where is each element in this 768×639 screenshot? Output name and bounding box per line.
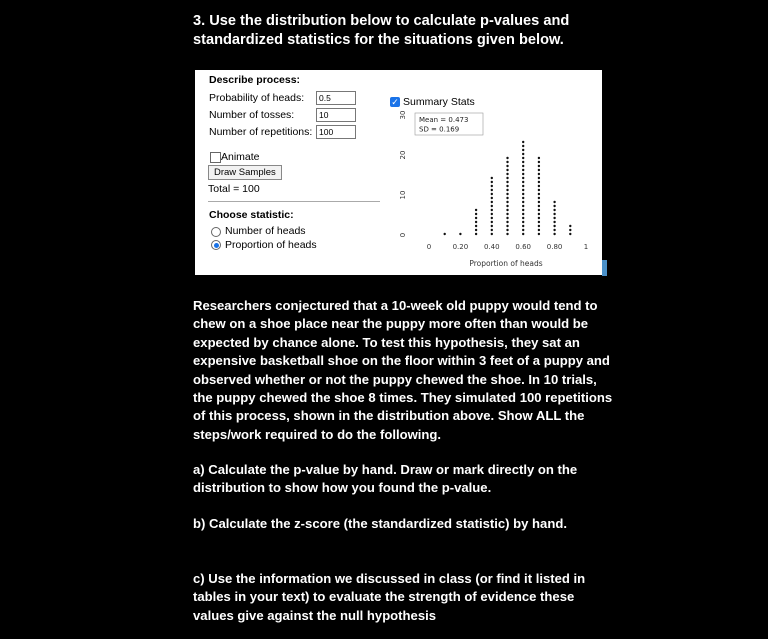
data-dot bbox=[538, 213, 540, 215]
data-dot bbox=[506, 205, 508, 207]
data-dot bbox=[506, 197, 508, 199]
data-dot bbox=[506, 229, 508, 231]
data-dot bbox=[522, 221, 524, 223]
data-dot bbox=[506, 177, 508, 179]
summary-stats-label: Summary Stats bbox=[403, 96, 475, 108]
data-dot bbox=[538, 225, 540, 227]
describe-process-header: Describe process: bbox=[209, 74, 301, 86]
x-tick-label: 0 bbox=[426, 243, 432, 251]
data-dot bbox=[475, 225, 477, 227]
data-dot bbox=[475, 213, 477, 215]
dot-column bbox=[538, 157, 540, 235]
part-b-text: b) Calculate the z-score (the standardized statistic) by hand. bbox=[193, 516, 567, 531]
proportion-of-heads-radio[interactable] bbox=[211, 240, 221, 250]
data-dot bbox=[522, 213, 524, 215]
coin-flip-applet bbox=[195, 70, 602, 275]
data-dot bbox=[553, 221, 555, 223]
part-c-text: c) Use the information we discussed in class (or find it listed in tables in your text) to evaluate the strength of evidence these values give against the null hypothesis bbox=[193, 571, 586, 623]
data-dot bbox=[569, 225, 571, 227]
data-dot bbox=[522, 185, 524, 187]
dot-column bbox=[506, 157, 508, 235]
data-dot bbox=[475, 221, 477, 223]
tosses-input[interactable]: 10 bbox=[316, 108, 356, 122]
data-dot bbox=[522, 161, 524, 163]
data-dot bbox=[491, 201, 493, 203]
data-dot bbox=[506, 217, 508, 219]
probability-input[interactable]: 0.5 bbox=[316, 91, 356, 105]
data-dot bbox=[475, 217, 477, 219]
dot-column bbox=[444, 233, 446, 235]
data-dot bbox=[491, 205, 493, 207]
data-dot bbox=[506, 213, 508, 215]
data-dot bbox=[491, 217, 493, 219]
data-dot bbox=[538, 161, 540, 163]
data-dot bbox=[538, 189, 540, 191]
data-dot bbox=[538, 157, 540, 159]
data-dot bbox=[491, 197, 493, 199]
data-dot bbox=[522, 157, 524, 159]
data-dot bbox=[569, 233, 571, 235]
tosses-label: Number of tosses: bbox=[209, 109, 295, 121]
resize-handle[interactable] bbox=[602, 260, 607, 276]
mean-text: Mean = 0.473 bbox=[419, 116, 469, 124]
data-dot bbox=[506, 225, 508, 227]
proportion-of-heads-label: Proportion of heads bbox=[225, 239, 317, 251]
dot-column bbox=[491, 177, 493, 235]
dot-column bbox=[522, 141, 524, 235]
data-dot bbox=[506, 193, 508, 195]
data-dot bbox=[475, 233, 477, 235]
data-dot bbox=[491, 221, 493, 223]
data-dot bbox=[522, 177, 524, 179]
summary-stats-checkbox[interactable]: ✓ bbox=[391, 97, 399, 107]
data-dot bbox=[491, 233, 493, 235]
data-dot bbox=[475, 209, 477, 211]
data-dot bbox=[522, 189, 524, 191]
data-dot bbox=[538, 173, 540, 175]
data-dot bbox=[522, 225, 524, 227]
data-dot bbox=[506, 189, 508, 191]
data-dot bbox=[553, 225, 555, 227]
dot-column bbox=[475, 209, 477, 235]
data-dot bbox=[522, 149, 524, 151]
data-dot bbox=[522, 165, 524, 167]
data-dot bbox=[538, 169, 540, 171]
data-dot bbox=[459, 233, 461, 235]
data-dot bbox=[522, 233, 524, 235]
data-dot bbox=[522, 217, 524, 219]
data-dot bbox=[538, 181, 540, 183]
scenario-paragraph: Researchers conjectured that a 10-week old puppy would tend to chew on a shoe place near the puppy more often than would be expected by chance alone. To test this hypothesis, they sat an expensive basketball shoe on the floor within 3 feet of a puppy and observed whether or not the puppy chewed the shoe. In 10 trials, the puppy chewed the shoe 8 times. They simulated 100 repetitions of this process, shown in the distribution above. Show ALL the steps/work required to do the following. bbox=[193, 298, 613, 442]
x-tick-label: 0.40 bbox=[484, 243, 500, 251]
data-dot bbox=[538, 221, 540, 223]
data-dot bbox=[522, 197, 524, 199]
animate-label: Animate bbox=[221, 151, 260, 163]
total-label: Total = 100 bbox=[208, 183, 260, 195]
dotplot-chart bbox=[385, 107, 602, 275]
data-dot bbox=[491, 185, 493, 187]
data-dot bbox=[491, 213, 493, 215]
data-dot bbox=[553, 209, 555, 211]
data-dot bbox=[475, 229, 477, 231]
question-title: 3. Use the distribution below to calculate p-values and standardized statistics for the situations given below. bbox=[193, 13, 570, 48]
data-dot bbox=[538, 177, 540, 179]
data-dot bbox=[538, 205, 540, 207]
data-dot bbox=[522, 205, 524, 207]
data-dot bbox=[506, 181, 508, 183]
data-dot bbox=[491, 193, 493, 195]
number-of-heads-radio[interactable] bbox=[211, 227, 221, 237]
y-tick-label: 30 bbox=[399, 110, 407, 120]
data-dot bbox=[538, 229, 540, 231]
data-dot bbox=[506, 169, 508, 171]
data-dot bbox=[506, 165, 508, 167]
x-tick-label: 1 bbox=[583, 243, 589, 251]
data-dot bbox=[522, 181, 524, 183]
data-dot bbox=[444, 233, 446, 235]
probability-label: Probability of heads: bbox=[209, 92, 305, 104]
data-dot bbox=[553, 217, 555, 219]
draw-samples-button[interactable]: Draw Samples bbox=[208, 165, 282, 180]
data-dot bbox=[553, 205, 555, 207]
y-tick-label: 0 bbox=[399, 232, 407, 238]
data-dot bbox=[491, 181, 493, 183]
data-dot bbox=[538, 201, 540, 203]
data-dot bbox=[491, 209, 493, 211]
data-dot bbox=[522, 145, 524, 147]
panel-divider bbox=[208, 201, 380, 202]
data-dot bbox=[538, 165, 540, 167]
data-dot bbox=[506, 233, 508, 235]
x-axis-label: Proportion of heads bbox=[469, 259, 543, 268]
data-dot bbox=[506, 221, 508, 223]
data-dot bbox=[522, 169, 524, 171]
data-dot bbox=[506, 157, 508, 159]
data-dot bbox=[491, 189, 493, 191]
dot-column bbox=[553, 201, 555, 235]
dot-column bbox=[459, 233, 461, 235]
repetitions-input[interactable]: 100 bbox=[316, 125, 356, 139]
data-dot bbox=[522, 229, 524, 231]
part-a-text: a) Calculate the p-value by hand. Draw or mark directly on the distribution to show how you found the p-value. bbox=[193, 462, 578, 496]
data-dot bbox=[506, 173, 508, 175]
x-tick-label: 0.80 bbox=[546, 243, 563, 251]
data-dot bbox=[522, 153, 524, 155]
data-dot bbox=[522, 173, 524, 175]
animate-checkbox[interactable] bbox=[210, 152, 221, 163]
data-dot bbox=[538, 233, 540, 235]
data-dot bbox=[491, 177, 493, 179]
data-dot bbox=[522, 209, 524, 211]
choose-statistic-header: Choose statistic: bbox=[209, 209, 294, 221]
data-dot bbox=[538, 197, 540, 199]
data-dot bbox=[538, 217, 540, 219]
data-dot bbox=[553, 201, 555, 203]
repetitions-label: Number of repetitions: bbox=[209, 126, 313, 138]
data-dot bbox=[491, 225, 493, 227]
data-dot bbox=[491, 229, 493, 231]
data-dot bbox=[506, 161, 508, 163]
data-dot bbox=[569, 229, 571, 231]
data-dot bbox=[506, 209, 508, 211]
y-tick-label: 10 bbox=[399, 190, 407, 200]
data-dot bbox=[522, 141, 524, 143]
data-dot bbox=[553, 213, 555, 215]
process-panel bbox=[195, 70, 385, 275]
data-dot bbox=[538, 209, 540, 211]
number-of-heads-label: Number of heads bbox=[225, 225, 306, 237]
data-dot bbox=[506, 201, 508, 203]
x-tick-label: 0.60 bbox=[515, 243, 531, 251]
data-dot bbox=[522, 201, 524, 203]
y-tick-label: 20 bbox=[399, 150, 407, 160]
data-dot bbox=[538, 193, 540, 195]
dot-column bbox=[569, 225, 571, 235]
x-tick-label: 0.20 bbox=[452, 243, 469, 251]
data-dot bbox=[553, 229, 555, 231]
data-dot bbox=[506, 185, 508, 187]
data-dot bbox=[522, 193, 524, 195]
data-dot bbox=[538, 185, 540, 187]
sd-text: SD = 0.169 bbox=[419, 125, 460, 134]
data-dot bbox=[553, 233, 555, 235]
